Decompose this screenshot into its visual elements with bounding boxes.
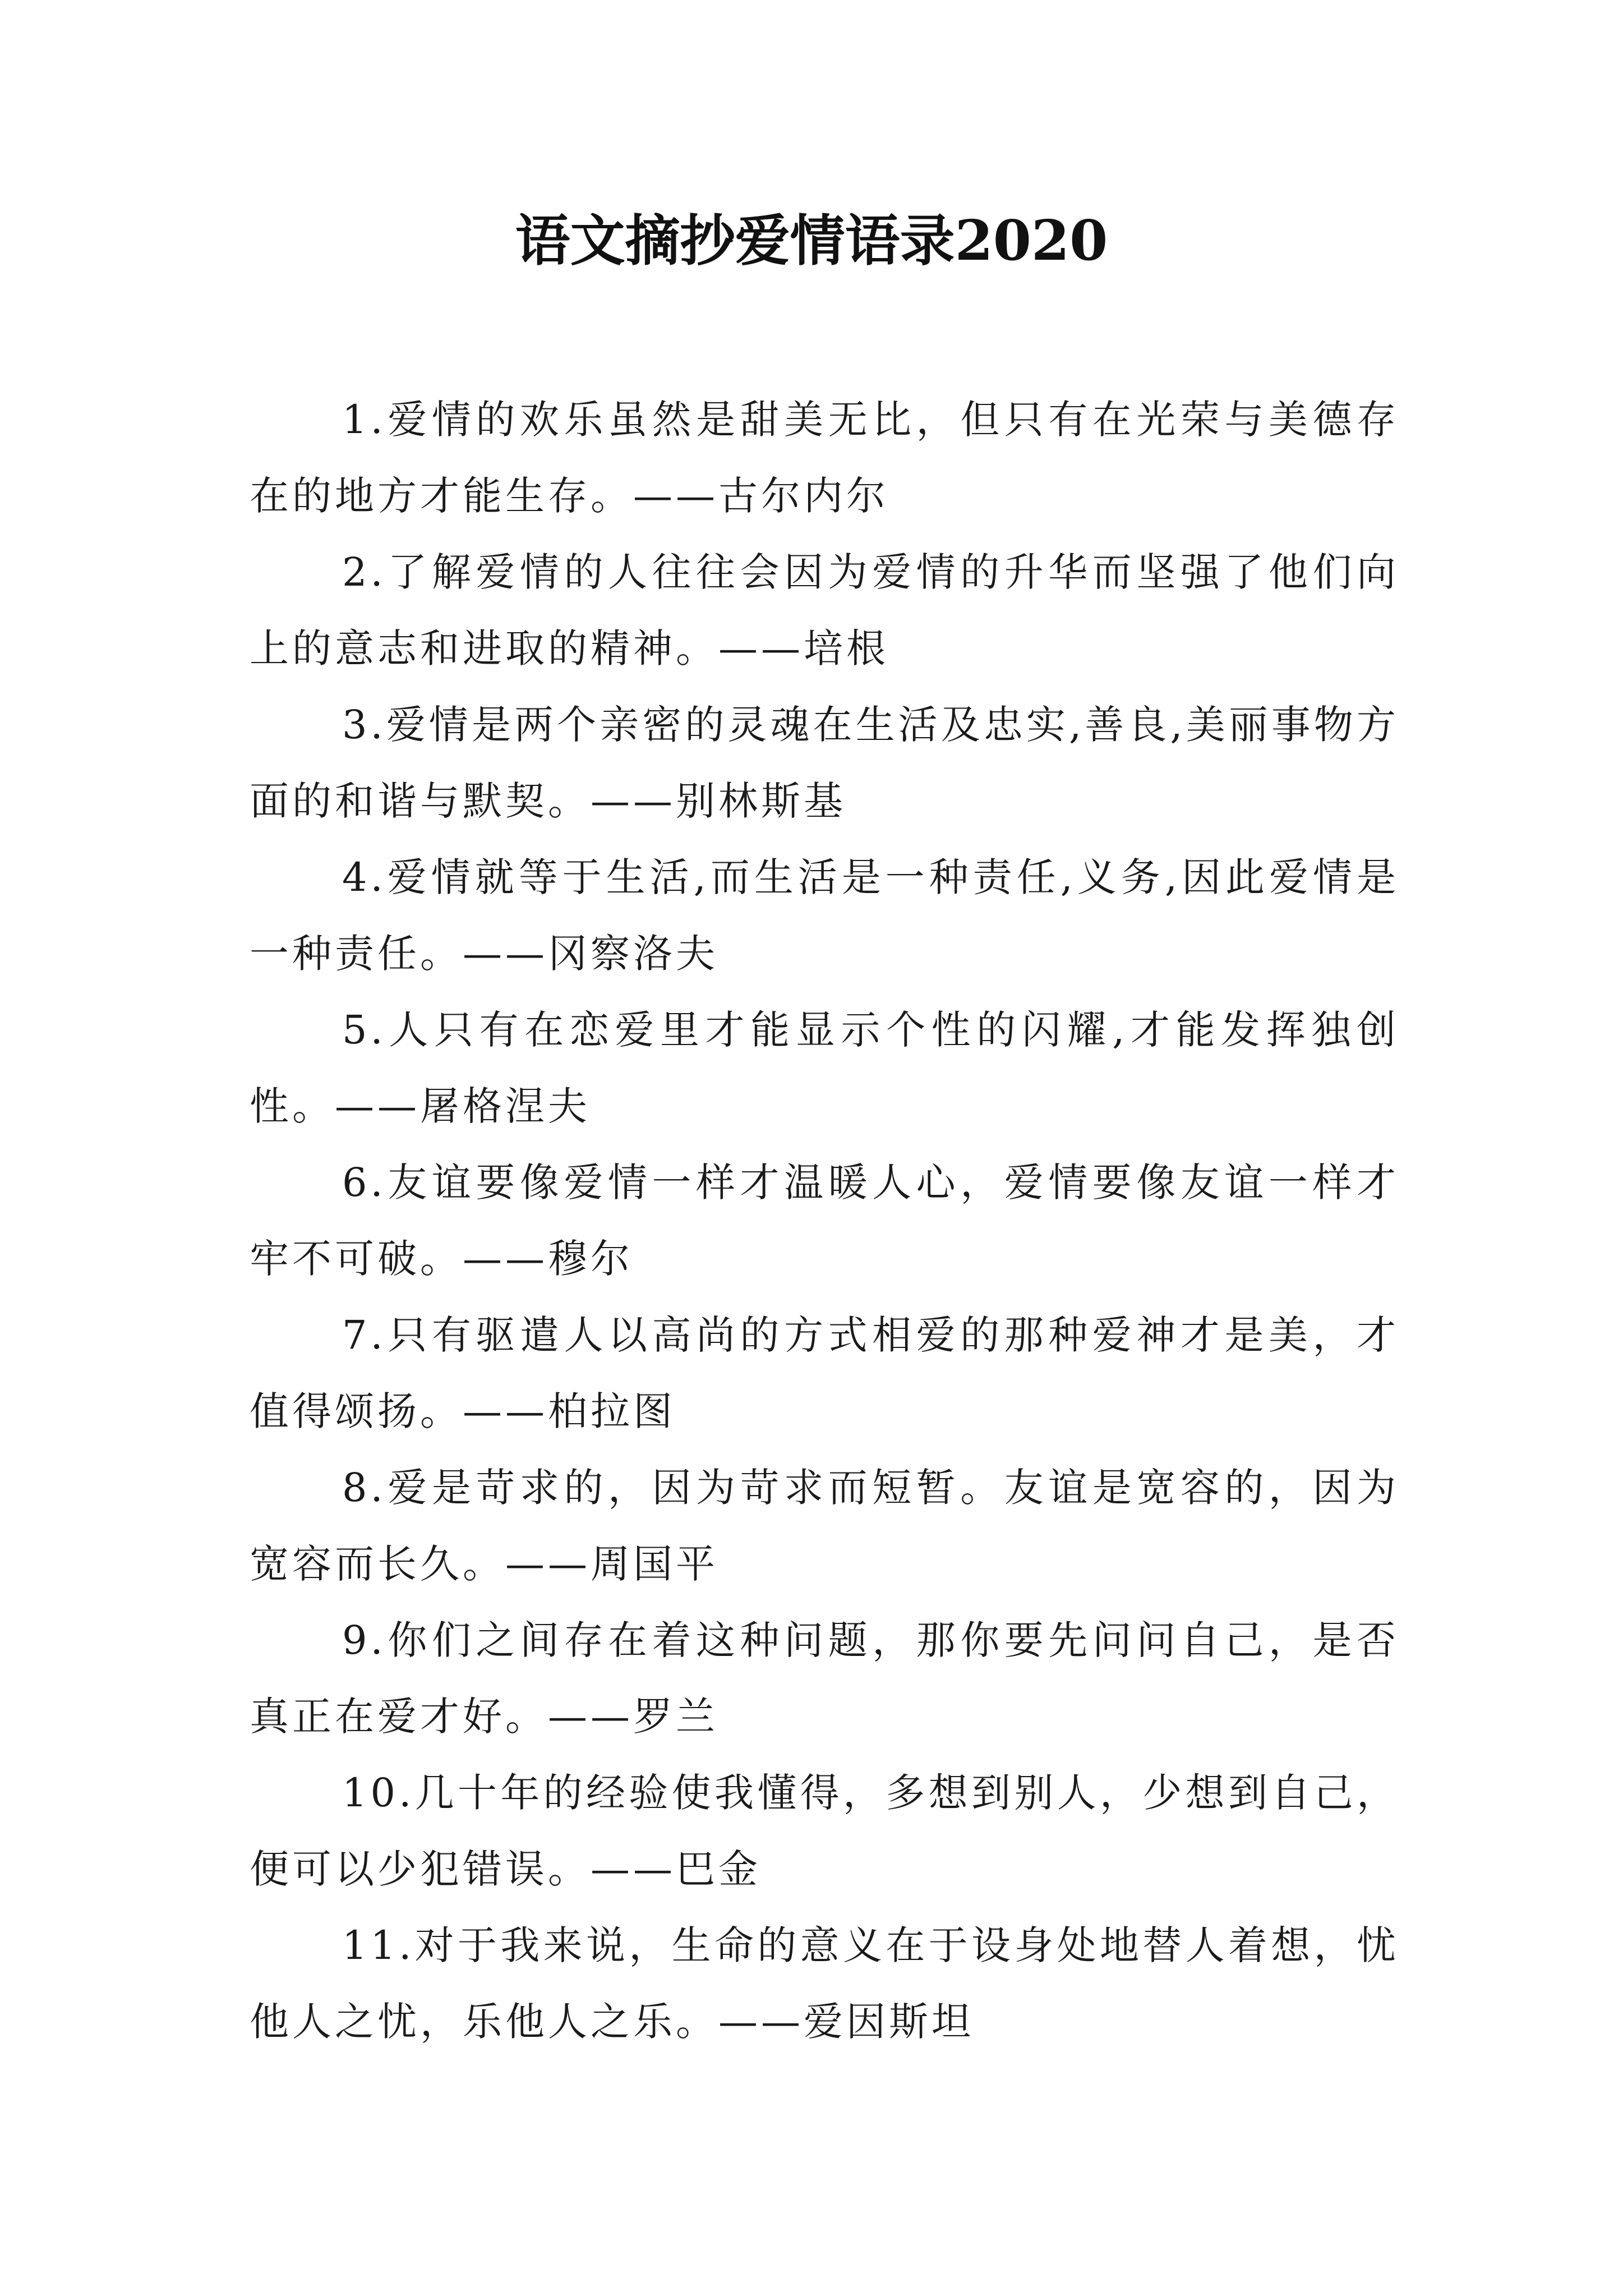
quote-paragraph-6: 6.友谊要像爱情一样才温暖人心，爱情要像友谊一样才牢不可破。——穆尔 [250,1159,1399,1282]
quote-paragraph-2: 2.了解爱情的人往往会因为爱情的升华而坚强了他们向上的意志和进取的精神。——培根 [250,549,1399,671]
quote-paragraph-7: 7.只有驱遣人以高尚的方式相爱的那种爱神才是美，才值得颂扬。——柏拉图 [250,1312,1399,1434]
quote-paragraph-4: 4.爱情就等于生活,而生活是一种责任,义务,因此爱情是一种责任。——冈察洛夫 [250,854,1399,977]
quote-paragraph-1: 1.爱情的欢乐虽然是甜美无比，但只有在光荣与美德存在的地方才能生存。——古尔内尔 [250,397,1399,519]
quote-paragraph-9: 9.你们之间存在着这种问题，那你要先问问自己，是否真正在爱才好。——罗兰 [250,1617,1399,1740]
document-title: 语文摘抄爱情语录2020 [515,209,1108,273]
quote-paragraph-8: 8.爱是苛求的，因为苛求而短暂。友谊是宽容的，因为宽容而长久。——周国平 [250,1465,1399,1587]
quote-paragraph-5: 5.人只有在恋爱里才能显示个性的闪耀,才能发挥独创性。——屠格涅夫 [250,1007,1399,1129]
document-body [250,381,1399,2060]
quote-paragraph-10: 10.几十年的经验使我懂得，多想到别人，少想到自己，便可以少犯错误。——巴金 [250,1770,1399,1892]
quote-paragraph-11: 11.对于我来说，生命的意义在于设身处地替人着想，忧他人之忧，乐他人之乐。——爱因斯坦 [250,1922,1399,2045]
quote-paragraph-3: 3.爱情是两个亲密的灵魂在生活及忠实,善良,美丽事物方面的和谐与默契。——别林斯基 [250,702,1399,824]
